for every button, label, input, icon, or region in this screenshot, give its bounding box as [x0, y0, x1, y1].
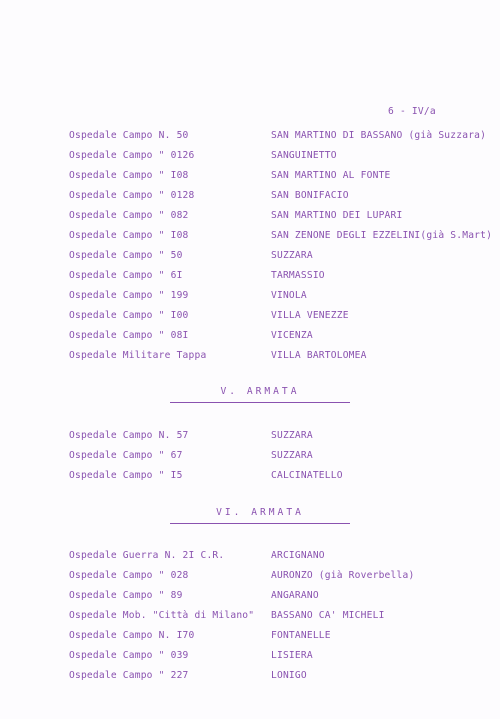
hospital-location: SAN MARTINO DEI LUPARI	[271, 210, 403, 221]
list-item	[0, 310, 500, 324]
list-item	[0, 130, 500, 144]
list-item	[0, 330, 500, 344]
section-heading: VI. ARMATA	[170, 507, 350, 524]
hospital-location: VINOLA	[271, 290, 307, 301]
list-item	[0, 350, 500, 364]
list-item	[0, 190, 500, 204]
section-heading: V. ARMATA	[170, 386, 350, 403]
hospital-name: Ospedale Campo " I08	[69, 170, 189, 181]
hospital-name: Ospedale Campo " 082	[69, 210, 189, 221]
list-item	[0, 450, 500, 464]
list-item	[0, 210, 500, 224]
list-item	[0, 630, 500, 644]
hospital-location: CALCINATELLO	[271, 470, 343, 481]
hospital-location: AURONZO (già Roverbella)	[271, 570, 415, 581]
hospital-location: FONTANELLE	[271, 630, 331, 641]
hospital-location: SAN ZENONE DEGLI EZZELINI(già S.Mart)	[271, 230, 493, 241]
list-item	[0, 590, 500, 604]
hospital-name: Ospedale Campo " 039	[69, 650, 189, 661]
hospital-name: Ospedale Campo " 6I	[69, 270, 183, 281]
list-item	[0, 270, 500, 284]
hospital-name: Ospedale Campo " I08	[69, 230, 189, 241]
hospital-location: VICENZA	[271, 330, 313, 341]
hospital-name: Ospedale Campo " 199	[69, 290, 189, 301]
page-number: 6 - IV/a	[388, 106, 436, 117]
hospital-name: Ospedale Campo N. 50	[69, 130, 189, 141]
list-item	[0, 150, 500, 164]
hospital-name: Ospedale Campo " 50	[69, 250, 183, 261]
hospital-name: Ospedale Campo " 08I	[69, 330, 189, 341]
hospital-location: ARCIGNANO	[271, 550, 325, 561]
list-item	[0, 550, 500, 564]
hospital-location: SAN BONIFACIO	[271, 190, 349, 201]
hospital-location: SUZZARA	[271, 250, 313, 261]
hospital-location: TARMASSIO	[271, 270, 325, 281]
list-item	[0, 170, 500, 184]
hospital-name: Ospedale Campo N. 57	[69, 430, 189, 441]
hospital-location: SUZZARA	[271, 430, 313, 441]
hospital-name: Ospedale Campo " I00	[69, 310, 189, 321]
hospital-location: SAN MARTINO AL FONTE	[271, 170, 391, 181]
hospital-name: Ospedale Campo N. I70	[69, 630, 195, 641]
list-item	[0, 430, 500, 444]
hospital-location: LONIGO	[271, 670, 307, 681]
hospital-location: SAN MARTINO DI BASSANO (già Suzzara)	[271, 130, 487, 141]
hospital-location: LISIERA	[271, 650, 313, 661]
hospital-location: VILLA VENEZZE	[271, 310, 349, 321]
hospital-name: Ospedale Campo " 0128	[69, 190, 195, 201]
hospital-name: Ospedale Campo " 028	[69, 570, 189, 581]
list-item	[0, 570, 500, 584]
list-item	[0, 670, 500, 684]
hospital-name: Ospedale Campo " I5	[69, 470, 183, 481]
list-item	[0, 650, 500, 664]
hospital-name: Ospedale Campo " 0126	[69, 150, 195, 161]
hospital-location: BASSANO CA' MICHELI	[271, 610, 385, 621]
hospital-name: Ospedale Mob. "Città di Milano"	[69, 610, 255, 621]
hospital-location: VILLA BARTOLOMEA	[271, 350, 367, 361]
list-item	[0, 610, 500, 624]
list-item	[0, 470, 500, 484]
hospital-location: ANGARANO	[271, 590, 319, 601]
hospital-name: Ospedale Guerra N. 2I C.R.	[69, 550, 225, 561]
hospital-name: Ospedale Campo " 89	[69, 590, 183, 601]
list-item	[0, 230, 500, 244]
hospital-name: Ospedale Militare Tappa	[69, 350, 207, 361]
list-item	[0, 250, 500, 264]
hospital-name: Ospedale Campo " 227	[69, 670, 189, 681]
hospital-name: Ospedale Campo " 67	[69, 450, 183, 461]
list-item	[0, 290, 500, 304]
hospital-location: SUZZARA	[271, 450, 313, 461]
hospital-location: SANGUINETTO	[271, 150, 337, 161]
